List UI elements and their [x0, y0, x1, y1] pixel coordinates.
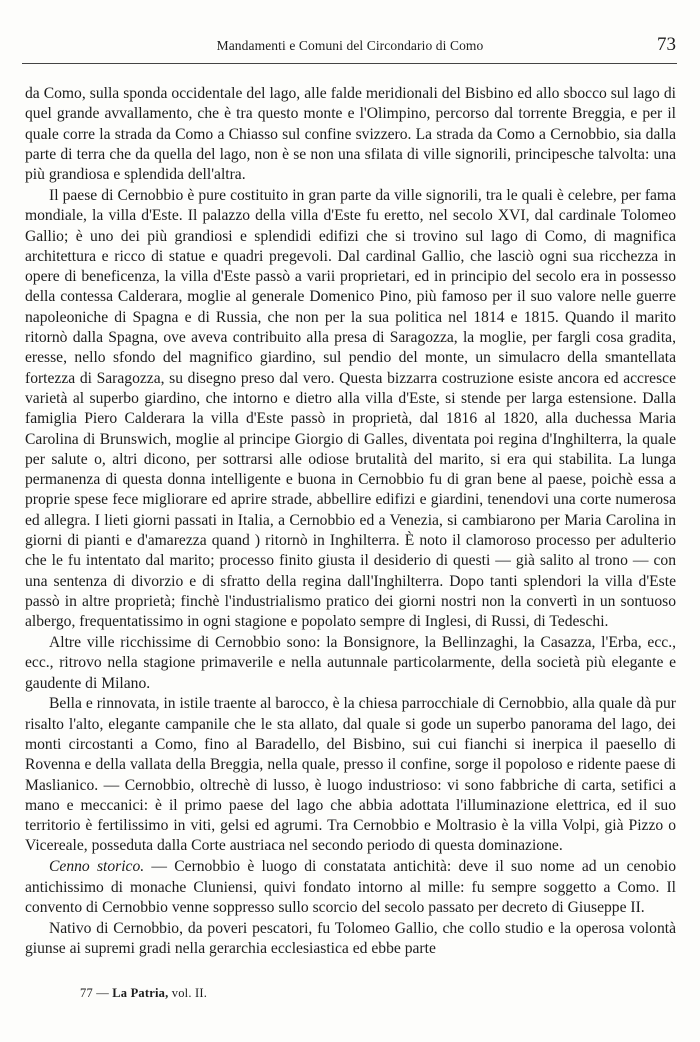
history-heading: Cenno storico. — [49, 858, 145, 876]
paragraph-villa-este: Il paese di Cernobbio è pure costituito in gran parte da ville signorili, tra le quali è celebre, per fama mondiale, la villa d'Este. Il palazzo della villa d'Este fu eretto, nel secolo XVI, dal cardinale Tolomeo Gallio; è uno dei più grandiosi e splendidi edifizi che si trovino sul lago di Como, di magnifica architettura e ricco di statue e quadri pregevoli. Dal cardinal Gallio, che lasciò ogni sua ricchezza in opere di beneficenza, la villa d'Este passò a varii proprietari, ed in principio del secolo era in possesso della contessa Calderara, moglie al generale Domenico Pino, più famoso per il suo valore nelle guerre napoleoniche di Spagna e di Russia, che non per la sua politica nel 1814 e 1815. Quando il marito ritornò dalla Spagna, ove aveva contribuito alla presa di Saragozza, la moglie, per fargli cosa gradita, eresse, nello sfondo del magnifico giardino, sul pendio del monte, un simulacro della smantellata fortezza di Saragozza, su disegno preso dal vero. Questa bizzarra costruzione esiste ancora ed accresce varietà al superbo giardino, che intorno e dietro alla villa d'Este, si stende per larga estensione. Dalla famiglia Piero Calderara la villa d'Este passò in proprietà, dal 1816 al 1820, alla duchessa Maria Carolina di Brunswich, moglie al principe Giorgio di Galles, diventata poi regina d'Inghilterra, la quale per salute o, altri dicono, per sottrarsi alle odiose brutalità del marito, si era qui stabilita. La lunga permanenza di questa donna intelligente e buona in Cernobbio fu di gran bene al paese, poichè essa a proprie spese fece migliorare ed aprire strade, abbellire edifizi e giardini, tenendovi una corte numerosa ed allegra. I lieti giorni passati in Italia, a Cernobbio ed a Venezia, si cambiarono per Maria Carolina in giorni di pianti e d'amarezza quand ) ritornò in Inghilterra. È noto il clamoroso processo per adulterio che le fu intentato dal marito; processo finito giusta il desiderio di questi — già salito al trono — con una sentenza di divorzio e di sfratto della regina dall'Inghilterra. Dopo tanti splendori la villa d'Este passò in altre proprietà; finchè l'industrialismo pratico dei giorni nostri non la convertì in un sontuoso albergo, frequentatissimo in ogni stagione e popolato sempre di Inglesi, di Russi, di Tedeschi. — [25, 186, 676, 631]
paragraph-history — [25, 857, 676, 918]
printer-signature — [80, 986, 207, 1001]
running-header — [22, 36, 678, 60]
header-rule — [22, 63, 677, 64]
volume-label: vol. II. — [171, 986, 208, 1000]
signature-number: 77 — — [80, 986, 109, 1000]
history-text: — Cernobbio è luogo di constatata antichità: deve il suo nome ad un cenobio antichissimo di monache Cluniensi, quivi fondato intorno al mille: fu sempre soggetto a Como. Il convento di Cernobbio venne soppresso sullo scorcio del secolo passato per decreto di Giuseppe II. — [25, 858, 676, 916]
paragraph-other-villas: Altre ville ricchissime di Cernobbio sono: la Bonsignore, la Bellinzaghi, la Casazza, l'Erba, ecc., ecc., ritrovo nella stagione primaverile e nella autunnale particolarmente, della società più elegante e gaudente di Milano. — [25, 634, 676, 692]
paragraph-villa-route: da Como, sulla sponda occidentale del lago, alle falde meridionali del Bisbino ed allo sbocco sul lago di quel grande avvallamento, che è tra questo monte e l'Olimpino, percorso dal torrente Breggia, e per il quale corre la strada da Como a Chiasso sul confine svizzero. La strada da Como a Cernobbio, sia dalla parte di terra che da quella del lago, non è se non una sfilata di ville signorili, principesche talvolta: una più grandiosa e splendida dell'altra. — [25, 85, 676, 184]
body-text — [25, 84, 676, 960]
paragraph-tolomeo-gallio: Nativo di Cernobbio, da poveri pescatori, fu Tolomeo Gallio, che collo studio e la operosa volontà giunse ai supremi gradi nella gerarchia ecclesiastica ed ebbe parte — [25, 919, 676, 957]
header-title: Mandamenti e Comuni del Circondario di Como — [216, 38, 484, 53]
publication-title: La Patria, — [112, 986, 169, 1000]
paragraph-parish-church: Bella e rinnovata, in istile traente al barocco, è la chiesa parrocchiale di Cernobbio, alla quale dà pur risalto l'alto, elegante campanile che le sta allato, dal quale si gode un superbo panorama del lago, dei monti circostanti a Como, fino al Baradello, del Bisbino, sui cui fianchi si inerpica il paesello di Rovenna e della vallata della Breggia, nella quale, presso il confine, sorge il popoloso e ridente paese di Maslianico. — Cernobbio, oltrechè di lusso, è luogo industrioso: vi sono fabbriche di carta, setifici a mano e meccanici: è il primo paese del lago che abbia adottata l'illuminazione elettrica, ed il suo territorio è fertilissimo in viti, gelsi ed agrumi. Tra Cernobbio e Moltrasio è la villa Volpi, già Pizzo o Vicereale, posseduta dalla Corte austriaca nel secondo periodo di questa dominazione. — [25, 695, 676, 855]
page-number: 73 — [657, 34, 676, 55]
